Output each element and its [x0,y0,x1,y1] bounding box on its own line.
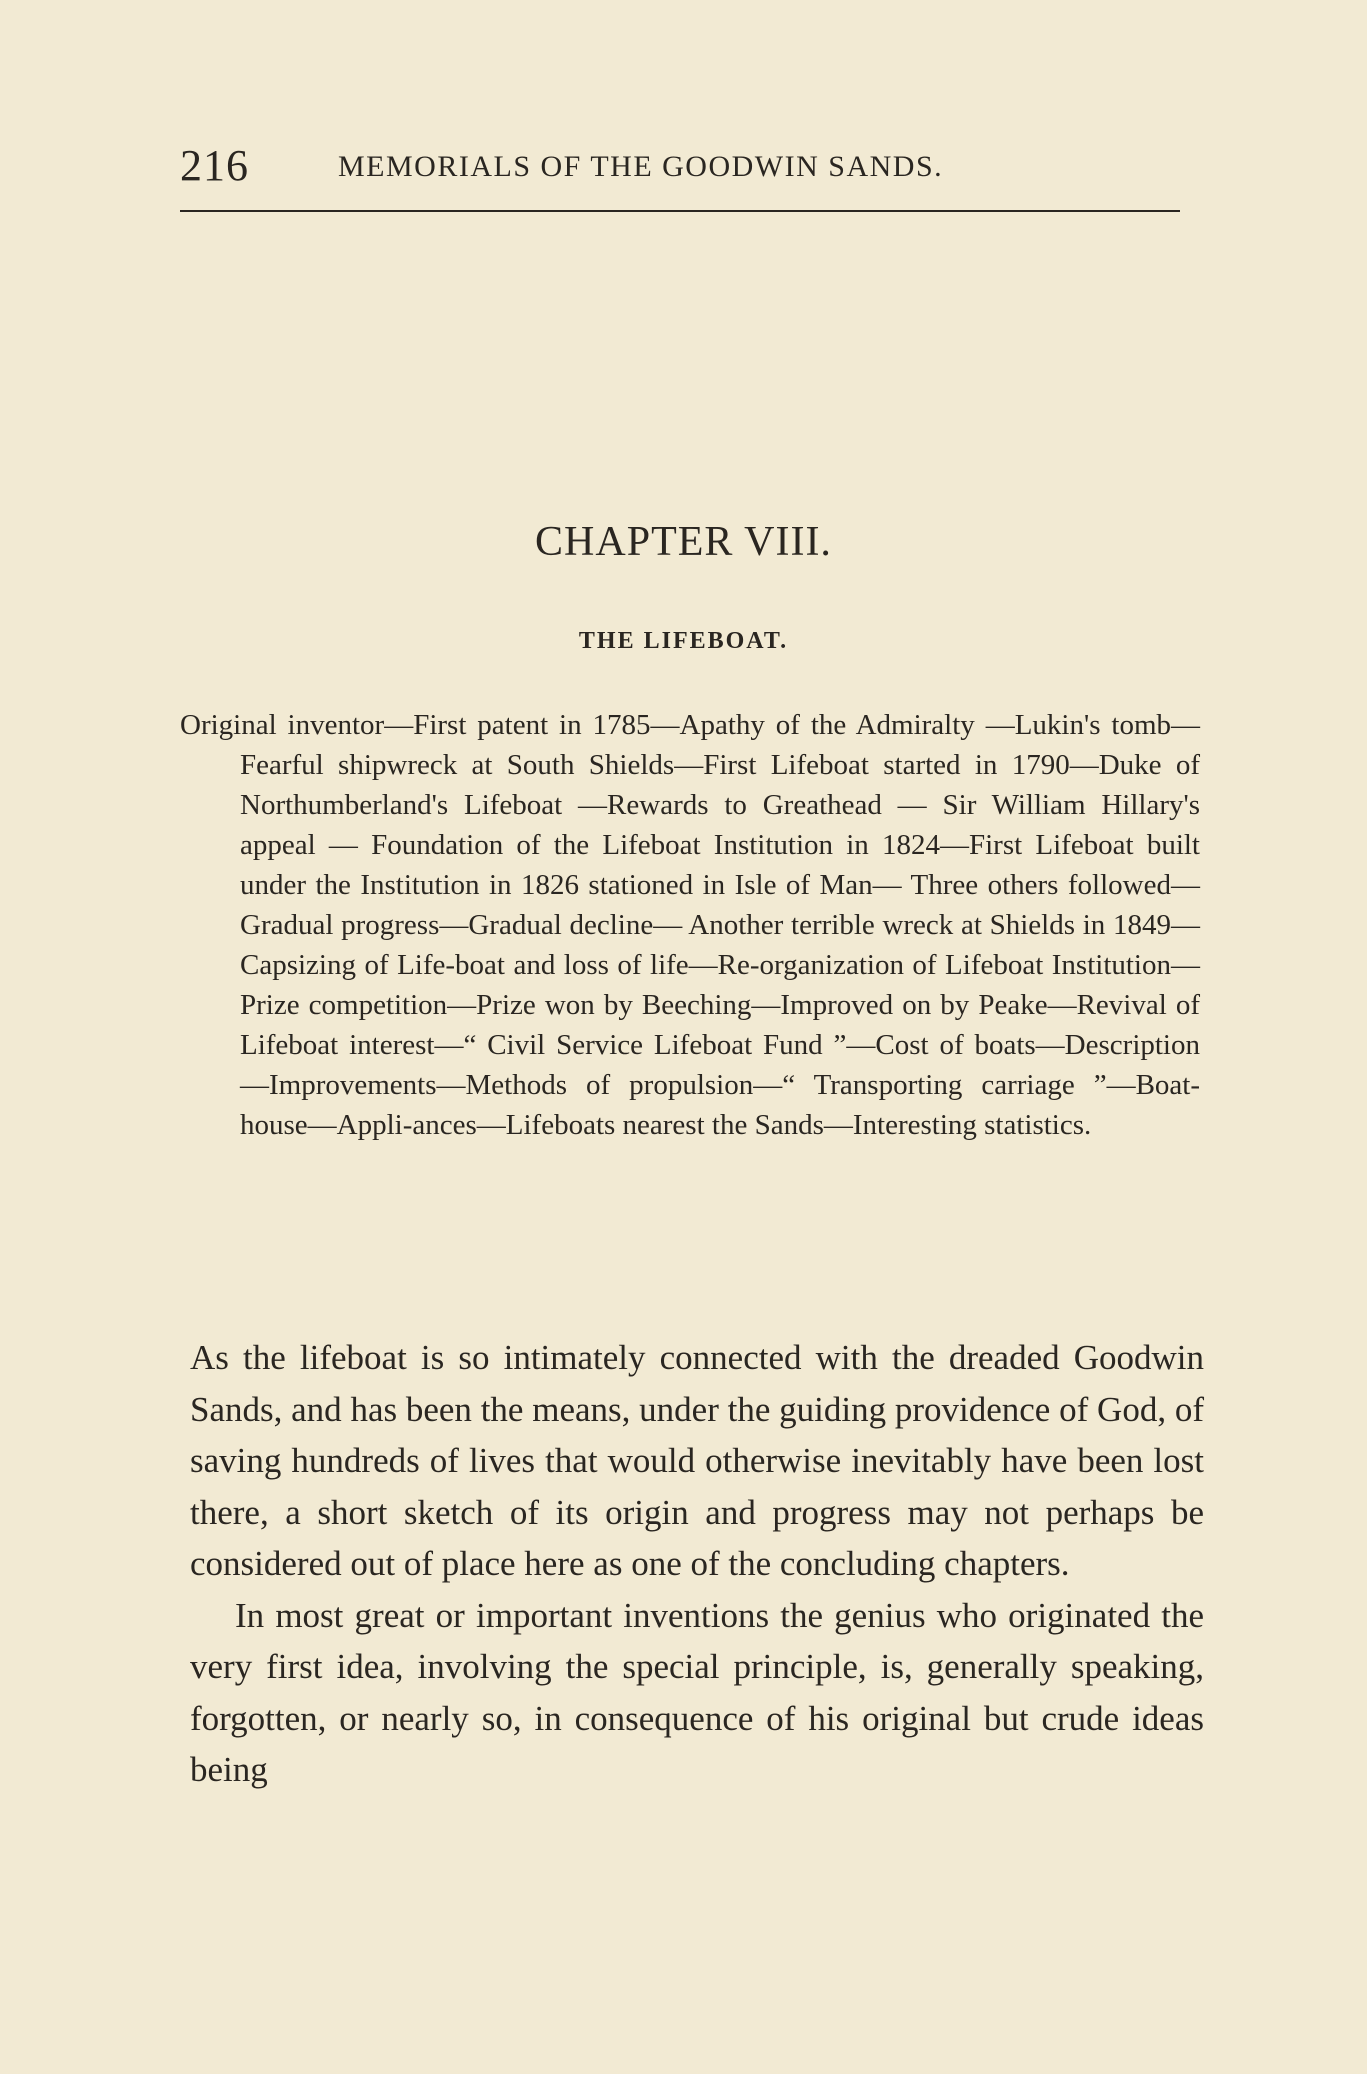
paragraph: In most great or important inventions the genius who originated the very first idea, involving the special principle, is, generally speaking, forgotten, or nearly so, in consequence of his original but crude ideas being [190,1595,1204,1789]
chapter-title: CHAPTER VIII. [535,519,832,565]
chapter-subtitle: THE LIFEBOAT. [578,628,789,654]
chapter-synopsis: Original inventor—First patent in 1785—Apathy of the Admiralty —Lukin's tomb—Fearful shipwreck at South Shields—First Lifeboat started in 1790—Duke of Northumberland's Lifeboat —Rewards to Greathead — Sir William Hillary's appeal — Foundation of the Lifeboat Institution in 1824—First Lifeboat built under the Institution in 1826 stationed in Isle of Man— Three others followed—Gradual progress—Gradual decline— Another terrible wreck at Shields in 1849—Capsizing of Life-boat and loss of life—Re-organization of Lifeboat Institution— Prize competition—Prize won by Beeching—Improved on by Peake—Revival of Lifeboat interest—“ Civil Service Lifeboat Fund ”—Cost of boats—Description—Improvements—Methods of propulsion—“ Transporting carriage ”—Boat-house—Appli-ances—Lifeboats nearest the Sands—Interesting statistics. [180,709,1200,1141]
paragraph: As the lifeboat is so intimately connected with the dreaded Goodwin Sands, and has been the means, under the guiding providence of God, of saving hundreds of lives that would otherwise inevitably have been lost there, a short sketch of its origin and progress may not perhaps be considered out of place here as one of the concluding chapters. [190,1338,1204,1583]
page-number: 216 [180,141,249,190]
running-title: MEMORIALS OF THE GOODWIN SANDS. [338,150,944,183]
body-text [190,1332,1204,1796]
running-head [180,140,1180,190]
header-rule [180,210,1180,212]
